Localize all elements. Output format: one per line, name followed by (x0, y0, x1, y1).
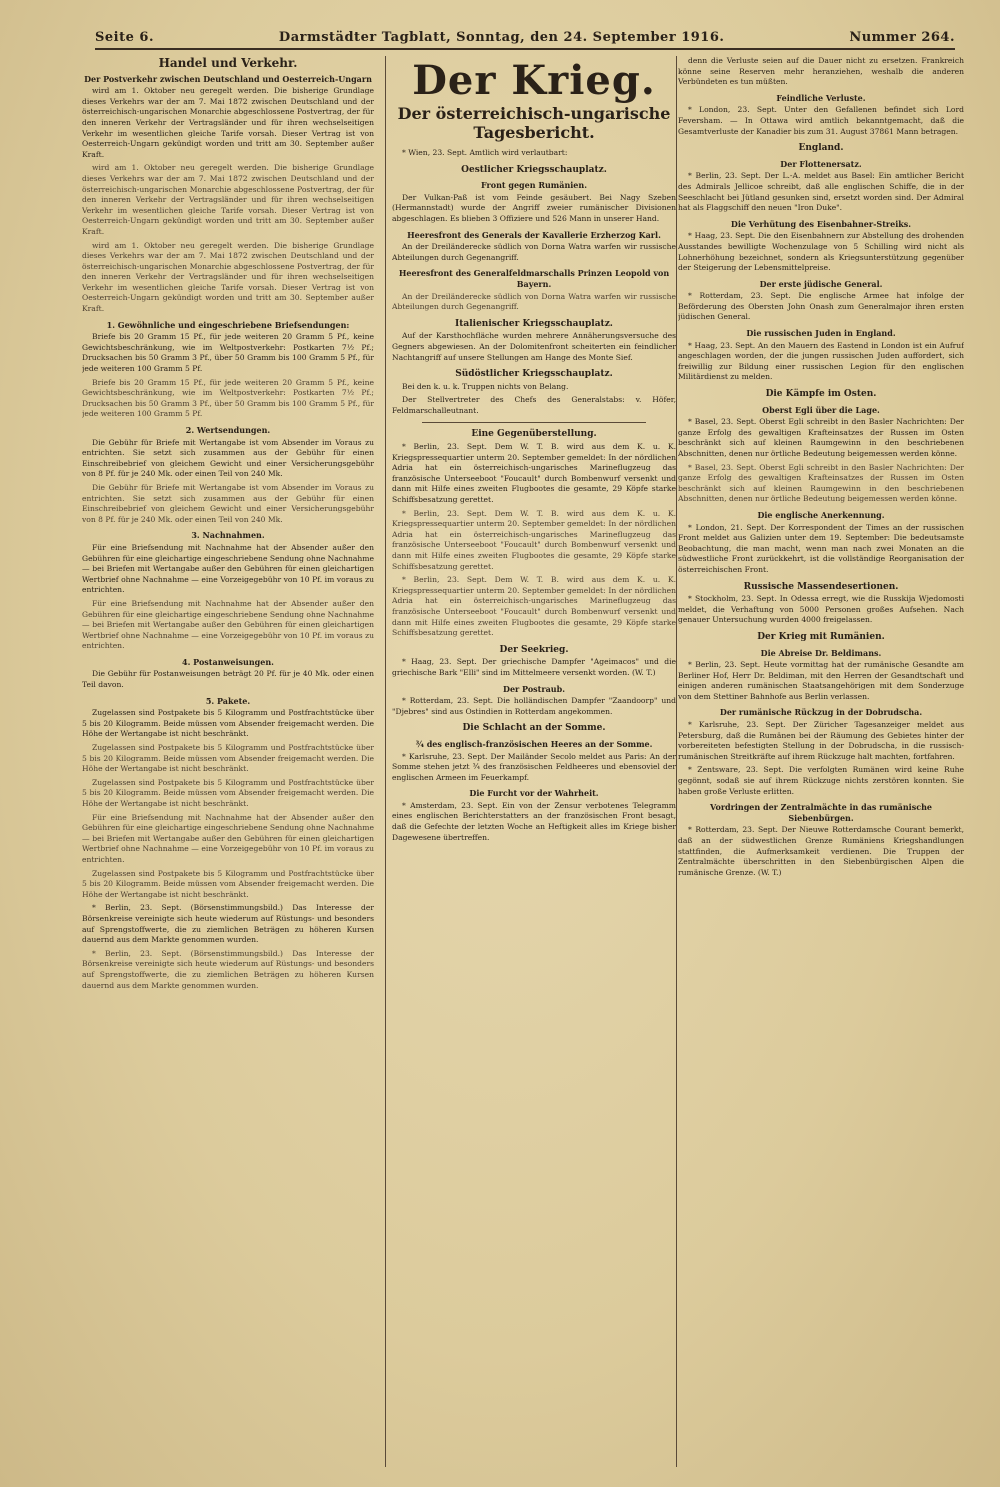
subheading: Südöstlicher Kriegsschauplatz. (455, 369, 613, 380)
paragraph: * Rotterdam, 23. Sept. Der Nieuwe Rotterdamsche Courant bemerkt, daß an der südwestlichen Grenze Rumäniens Kriegshandlungen stattfinden, die Aufmerksamkeit verdienen. Die Truppen der Zentralmächte überschritten in den Siebenbürgischen Alpen die rumänische Grenze. (W. T.) (678, 825, 964, 877)
paragraph: * London, 21. Sept. Der Korrespondent der Times an der russischen Front meldet aus Galizien unter dem 19. September: Die bedeutsamste Beobachtung, die man macht, wenn man nach zwei Monaten an die südwestliche Front zurückkehrt, ist die vollständige Reorganisation der österreichischen Front. (678, 522, 964, 574)
subheading: Heeresfront des Generals der Kavallerie Erzherzog Karl. (407, 229, 661, 240)
issue-number: Nummer 264. (849, 29, 955, 45)
paragraph: Zugelassen sind Postpakete bis 5 Kilogramm und Postfrachtstücke über 5 bis 20 Kilogramm. Beide müssen vom Absender freigemacht werden. Die Höhe der Wertangabe ist nicht beschränkt. (82, 743, 374, 774)
subheading: 5. Pakete. (205, 695, 251, 706)
subheading: 4. Postanweisungen. (182, 656, 274, 667)
subheading: Eine Gegenüberstellung. (471, 429, 597, 440)
paragraph: Die Gebühr für Briefe mit Wertangabe ist vom Absender im Voraus zu entrichten. Sie setzt sich zusammen aus der Gebühr für einen Einschreibebrief von gleichem Gewicht und einer Versicherungsgebühr von 8 Pf. für je 240 Mk. oder einen Teil von 240 Mk. (82, 482, 374, 524)
masthead: Darmstädter Tagblatt, Sonntag, den 24. September 1916. (278, 29, 725, 45)
paragraph: Zugelassen sind Postpakete bis 5 Kilogramm und Postfrachtstücke über 5 bis 20 Kilogramm. Beide müssen vom Absender freigemacht werden. Die Höhe der Wertangabe ist nicht beschränkt. (82, 708, 374, 739)
subheading: Oestlicher Kriegsschauplatz. (461, 164, 607, 175)
page-header (95, 26, 955, 50)
paragraph: * Berlin, 23. Sept. Dem W. T. B. wird aus dem K. u. K. Kriegspressequartier unterm 20. September gemeldet: In der nördlichen Adria hat ein österreichisch-ungarisches Marineflugzeug das französische Unterseeboot "Foucault" durch Bombenwurf versenkt und dann mit Hilfe eines zweiten Flugbootes die gesamte, 29 Köpfe starke Schiffsbesatzung gerettet. (392, 442, 676, 505)
paragraph: * Haag, 23. Sept. Die den Eisenbahnern zur Abstellung des drohenden Ausstandes bewilligte Wochenzulage von 5 Schilling wird nicht als Lohnerhöhung bezeichnet, sondern als Kriegsunterstützung gegenüber der Steigerung der Lebensmittelpreise. (678, 231, 964, 273)
paragraph: Zugelassen sind Postpakete bis 5 Kilogramm und Postfrachtstücke über 5 bis 20 Kilogramm. Beide müssen vom Absender freigemacht werden. Die Höhe der Wertangabe ist nicht beschränkt. (82, 777, 374, 808)
column-war (392, 56, 676, 1467)
subheading: England. (798, 143, 844, 154)
paragraph: * Berlin, 23. Sept. Dem W. T. B. wird aus dem K. u. K. Kriegspressequartier unterm 20. September gemeldet: In der nördlichen Adria hat ein österreichisch-ungarisches Marineflugzeug das französische Unterseeboot "Foucault" durch Bombenwurf versenkt und dann mit Hilfe eines zweiten Flugbootes die gesamte, 29 Köpfe starke Schiffsbesatzung gerettet. (392, 508, 676, 571)
paragraph: Briefe bis 20 Gramm 15 Pf., für jede weiteren 20 Gramm 5 Pf., keine Gewichtsbeschränkung, wie im Weltpostverkehr: Postkarten 7½ Pf.; Drucksachen bis 50 Gramm 3 Pf., über 50 Gramm bis 100 Gramm 5 Pf., für jede weiteren 100 Gramm 5 Pf. (82, 377, 374, 419)
subheading: 3. Nachnahmen. (191, 530, 265, 541)
section-heading: Handel und Verkehr. (158, 56, 298, 70)
subheading: Der Seekrieg. (499, 644, 569, 655)
paragraph: * Basel, 23. Sept. Oberst Egli schreibt in den Basler Nachrichten: Der ganze Erfolg des gewaltigen Krafteinsatzes der Russen im Osten beschränkt sich auf kleinen Raumgewinn in den beschriebenen Abschnitten, denen nur örtliche Bedeutung beigemessen werden könne. (678, 462, 964, 504)
subheading: 1. Gewöhnliche und eingeschriebene Briefsendungen: (106, 319, 350, 330)
subheading: Die russischen Juden in England. (746, 328, 896, 339)
paragraph: * Zentsware, 23. Sept. Die verfolgten Rumänen wird keine Ruhe gegönnt, sodaß sie auf ihrem Rückzuge nichts zerstören konnten. Sie haben große Verluste erlitten. (678, 765, 964, 796)
war-title: Der Krieg. (412, 57, 656, 104)
subheading: Oberst Egli über die Lage. (762, 404, 880, 415)
column-divider (676, 56, 677, 1467)
paragraph: * Haag, 23. Sept. An den Mauern des Eastend in London ist ein Aufruf angeschlagen worden, der die jungen russischen Juden auffordert, sich freiwillig zur Bildung einer russischen Legion für den englischen Militärdienst zu melden. (678, 340, 964, 382)
paragraph: Zugelassen sind Postpakete bis 5 Kilogramm und Postfrachtstücke über 5 bis 20 Kilogramm. Beide müssen vom Absender freigemacht werden. Die Höhe der Wertangabe ist nicht beschränkt. (82, 868, 374, 899)
paragraph: * London, 23. Sept. Unter den Gefallenen befindet sich Lord Feversham. — In Ottawa wird amtlich bekanntgemacht, daß die Gesamtverluste der Kanadier bis zum 31. August 37861 Mann betragen. (678, 105, 964, 136)
paragraph: denn die Verluste seien auf die Dauer nicht zu ersetzen. Frankreich könne seine Reserven mehr heranziehen, weshalb die anderen Verbündeten es tun müßten. (678, 56, 964, 87)
subheading: Die Furcht vor der Wahrheit. (469, 788, 599, 799)
subheading: Der rumänische Rückzug in der Dobrudscha. (719, 707, 923, 718)
paragraph: Für eine Briefsendung mit Nachnahme hat der Absender außer den Gebühren für eine gleichartige eingeschriebene Sendung ohne Nachnahme — bei Briefen mit Wertangabe außer den Gebühren für einen gleichartigen Wertbrief ohne Nachnahme — eine Vorzeigegebühr von 10 Pf. im voraus zu entrichten. (82, 812, 374, 864)
subheading: Der Krieg mit Rumänien. (757, 631, 885, 642)
column-commerce (82, 56, 374, 1467)
subheading: Italienischer Kriegsschauplatz. (455, 318, 613, 329)
subheading: ¾ des englisch-französischen Heeres an der Somme. (415, 738, 653, 749)
paragraph: wird am 1. Oktober neu geregelt werden. Die bisherige Grundlage dieses Verkehrs war der am 7. Mai 1872 zwischen Deutschland und der österreichisch-ungarischen Monarchie abgeschlossene Postvertrag, der für den inneren Verkehr der Vertragsländer und für ihren wechselseitigen Verkehr im wesentlichen gleiche Tarife vorsah. Dieser Vertrag ist von Oesterreich-Ungarn gekündigt worden und tritt am 30. September außer Kraft. (82, 240, 374, 314)
paragraph: * Berlin, 23. Sept. Heute vormittag hat der rumänische Gesandte am Berliner Hof, Herr Dr. Beldiman, mit den Herren der Gesandtschaft und einigen anderen rumänischen Staatsangehörigen mit dem Sonderzuge von dem Stettiner Bahnhofe aus Berlin verlassen. (678, 660, 964, 701)
subheading: Die Verhütung des Eisenbahner-Streiks. (730, 218, 912, 229)
paragraph: An der Dreiländerecke südlich von Dorna Watra warfen wir russische Abteilungen durch Gegenangriff. (392, 291, 676, 312)
paragraph: * Rotterdam, 23. Sept. Die holländischen Dampfer "Zaandoorp" und "Djebres" sind aus Ostindien in Rotterdam angekommen. (392, 696, 676, 716)
signature: Der Stellvertreter des Chefs des Generalstabs: v. Höfer, Feldmarschalleutnant. (392, 395, 676, 415)
column-war-continued (678, 56, 964, 1467)
subheading: Vordringen der Zentralmächte in das rumänische Siebenbürgen. (710, 802, 932, 823)
paragraph: wird am 1. Oktober neu geregelt werden. Die bisherige Grundlage dieses Verkehrs war der am 7. Mai 1872 zwischen Deutschland und der österreichisch-ungarischen Monarchie abgeschlossene Postvertrag, der für den inneren Verkehr der Vertragsländer und für ihren wechselseitigen Verkehr im wesentlichen gleiche Tarife vorsah. Dieser Vertrag ist von Oesterreich-Ungarn gekündigt worden und tritt am 30. September außer Kraft. (82, 163, 374, 236)
subheading: Russische Massendesertionen. (743, 581, 899, 592)
subheading: Feindliche Verluste. (776, 92, 866, 103)
paragraph: Für eine Briefsendung mit Nachnahme hat der Absender außer den Gebühren für eine gleichartige eingeschriebene Sendung ohne Nachnahme — bei Briefen mit Wertangabe außer den Gebühren für einen gleichartigen Wertbrief ohne Nachnahme — eine Vorzeigegebühr von 10 Pf. im voraus zu entrichten. (82, 598, 374, 651)
paragraph: Die Gebühr für Postanweisungen beträgt 20 Pf. für je 40 Mk. oder einen Teil davon. (82, 669, 374, 690)
paragraph: * Haag, 23. Sept. Der griechische Dampfer "Ageimacos" und die griechische Bark "Elli" sind im Mittelmeere versenkt worden. (W. T.) (392, 657, 676, 677)
column-divider (385, 56, 386, 1467)
paragraph: Die Gebühr für Briefe mit Wertangabe ist vom Absender im Voraus zu entrichten. Sie setzt sich zusammen aus der Gebühr für einen Einschreibebrief von gleichem Gewicht und einer Versicherungsgebühr von 8 Pf. für je 240 Mk. oder einen Teil von 240 Mk. (82, 437, 374, 479)
subheading: Die englische Anerkennung. (757, 509, 885, 520)
war-subtitle: Der österreichisch-ungarische Tagesbericht. (397, 104, 671, 142)
article-heading: Der Postverkehr zwischen Deutschland und Oesterreich-Ungarn (84, 73, 372, 84)
page-number: Seite 6. (95, 29, 154, 45)
divider (422, 422, 646, 423)
paragraph: Für eine Briefsendung mit Nachnahme hat der Absender außer den Gebühren für eine gleichartige eingeschriebene Sendung ohne Nachnahme — bei Briefen mit Wertangabe außer den Gebühren für einen gleichartigen Wertbrief ohne Nachnahme — eine Vorzeigegebühr von 10 Pf. im voraus zu entrichten. (82, 542, 374, 595)
paragraph: wird am 1. Oktober neu geregelt werden. Die bisherige Grundlage dieses Verkehrs war der am 7. Mai 1872 zwischen Deutschland und der österreichisch-ungarischen Monarchie abgeschlossene Postvertrag, der für den inneren Verkehr der Vertragsländer und für ihren wechselseitigen Verkehr im wesentlichen gleiche Tarife vorsah. Dieser Vertrag ist von Oesterreich-Ungarn gekündigt worden und tritt am 30. September außer Kraft. (82, 86, 374, 159)
subheading: Der erste jüdische General. (759, 278, 883, 289)
paragraph: * Karlsruhe, 23. Sept. Der Züricher Tagesanzeiger meldet aus Petersburg, daß die Rumänen bei der Räumung des Gebietes hinter der vorbereiteten befestigten Stellung in der Dobrudscha, in die russisch-rumänischen Streitkräfte auf ihrem Rückzuge halt machten, fortfahren. (678, 720, 964, 761)
subheading: Heeresfront des Generalfeldmarschalls Prinzen Leopold von Bayern. (398, 268, 670, 289)
paragraph: * Berlin, 23. Sept. (Börsenstimmungsbild.) Das Interesse der Börsenkreise vereinigte sich heute wiederum auf Rüstungs- und besonders auf Sprengstoffwerte, die zu ziemlichen Beträgen zu höheren Kursen dauernd aus dem Markte genommen wurden. (82, 903, 374, 945)
subheading: 2. Wertsendungen. (185, 425, 271, 435)
subheading: Der Postraub. (503, 683, 565, 694)
dateline: * Wien, 23. Sept. Amtlich wird verlautbart: (402, 148, 568, 157)
paragraph: * Rotterdam, 23. Sept. Die englische Armee hat infolge der Beförderung des Obersten John Onash zum Generalmajor ihren ersten jüdischen General. (678, 291, 964, 322)
paragraph: * Berlin, 23. Sept. Der L.-A. meldet aus Basel: Ein amtlicher Bericht des Admirals Jellicoe schreibt, daß alle englischen Schiffe, die in der Seeschlacht bei Jütland gesunken sind, ersetzt worden sind. Der Admiral hat als Flaggschiff den neuen "Iron Duke". (678, 171, 964, 213)
subheading: Die Schlacht an der Somme. (462, 723, 606, 734)
paragraph: Bei den k. u. k. Truppen nichts von Belang. (402, 381, 569, 391)
paragraph: * Berlin, 23. Sept. (Börsenstimmungsbild.) Das Interesse der Börsenkreise vereinigte sich heute wiederum auf Rüstungs- und besonders auf Sprengstoffwerte, die zu ziemlichen Beträgen zu höheren Kursen dauernd aus dem Markte genommen wurden. (82, 948, 374, 990)
paragraph: * Basel, 23. Sept. Oberst Egli schreibt in den Basler Nachrichten: Der ganze Erfolg des gewaltigen Krafteinsatzes der Russen im Osten beschränkt sich auf kleinen Raumgewinn in den beschriebenen Abschnitten, denen nur örtliche Bedeutung beigemessen werden könne. (678, 417, 964, 458)
subheading: Front gegen Rumänien. (480, 180, 587, 191)
paragraph: An der Dreiländerecke südlich von Dorna Watra warfen wir russische Abteilungen durch Gegenangriff. (392, 242, 676, 262)
paragraph: * Karlsruhe, 23. Sept. Der Mailänder Secolo meldet aus Paris: An der Somme stehen jetzt ¾ des französischen Feldheeres und ebensoviel der englischen Armeen im Feuerkampf. (392, 751, 676, 782)
subheading: Der Flottenersatz. (780, 158, 862, 169)
paragraph: * Stockholm, 23. Sept. In Odessa erregt, wie die Russkija Wjedomosti meldet, die Verhaftung von 5000 Personen großes Aufsehen. Nach genauer Untersuchung wurden 4000 freigelassen. (678, 594, 964, 625)
paragraph: Briefe bis 20 Gramm 15 Pf., für jede weiteren 20 Gramm 5 Pf., keine Gewichtsbeschränkung, wie im Weltpostverkehr: Postkarten 7½ Pf.; Drucksachen bis 50 Gramm 3 Pf., über 50 Gramm bis 100 Gramm 5 Pf., für jede weiteren 100 Gramm 5 Pf. (82, 332, 374, 374)
paragraph: * Amsterdam, 23. Sept. Ein von der Zensur verbotenes Telegramm eines englischen Berichterstatters an der französischen Front besagt, daß die Gefechte der letzten Woche an Heftigkeit alles im Kriege bisher Dagewesene übertreffen. (392, 800, 676, 842)
subheading: Die Kämpfe im Osten. (765, 389, 877, 400)
paragraph: Der Vulkan-Paß ist vom Feinde gesäubert. Bei Nagy Szeben (Hermannstadt) wurde der Angriff zweier rumänischer Divisionen abgeschlagen. Es blieben 3 Offiziere und 526 Mann in unserer Hand. (392, 192, 676, 223)
paragraph: * Berlin, 23. Sept. Dem W. T. B. wird aus dem K. u. K. Kriegspressequartier unterm 20. September gemeldet: In der nördlichen Adria hat ein österreichisch-ungarisches Marineflugzeug das französische Unterseeboot "Foucault" durch Bombenwurf versenkt und dann mit Hilfe eines zweiten Flugbootes die gesamte, 29 Köpfe starke Schiffsbesatzung gerettet. (392, 575, 676, 638)
subheading: Die Abreise Dr. Beldimans. (760, 647, 882, 658)
paragraph: Auf der Karsthochfläche wurden mehrere Annäherungsversuche des Gegners abgewiesen. An der Dolomitenfront scheiterten ein feindlicher Nachtangriff auf unsere Stellungen am Hange des Monte Sief. (392, 331, 676, 362)
